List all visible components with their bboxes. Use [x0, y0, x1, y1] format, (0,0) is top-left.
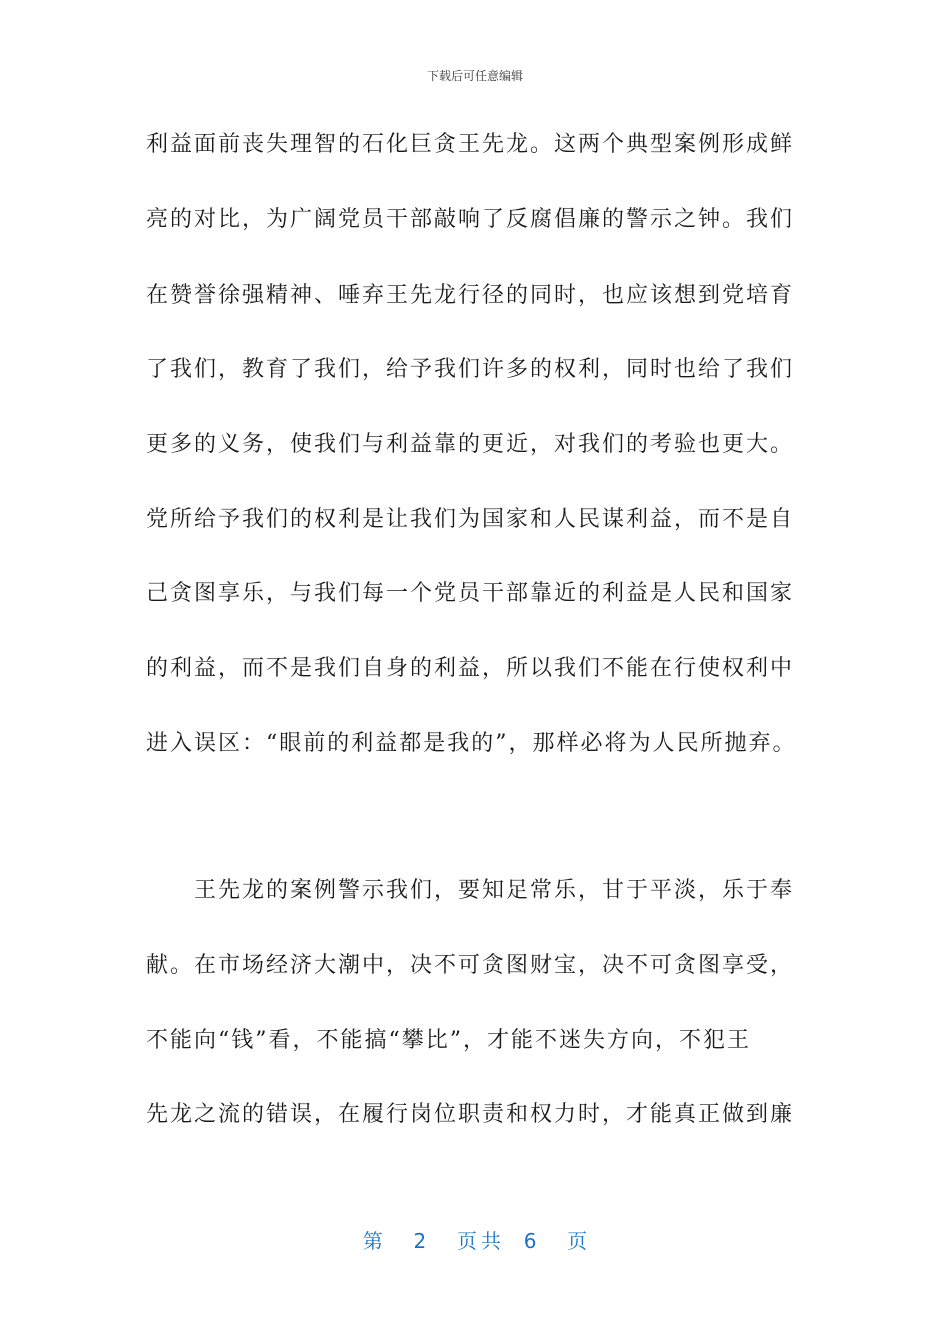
body-text-line: 在赞誉徐强精神、唾弃王先龙行径的同时，也应该想到党培育 [146, 283, 795, 308]
total-pages-number: 6 [523, 1229, 537, 1253]
footer-suffix: 页 [567, 1229, 588, 1253]
body-text-line: 不能向“钱”看，不能搞“攀比”，才能不迷失方向，不犯王 [146, 1028, 751, 1053]
body-text-line: 的利益，而不是我们自身的利益，所以我们不能在行使权利中 [146, 656, 795, 681]
body-text-line: 党所给予我们的权利是让我们为国家和人民谋利益，而不是自 [146, 507, 795, 532]
page-header-note: 下载后可任意编辑 [426, 69, 523, 83]
footer-middle: 页共 [457, 1229, 505, 1253]
body-text-line: 己贪图享乐，与我们每一个党员干部靠近的利益是人民和国家 [146, 581, 795, 606]
body-text-line: 亮的对比，为广阔党员干部敲响了反腐倡廉的警示之钟。我们 [146, 207, 795, 232]
body-text-line: 利益面前丧失理智的石化巨贪王先龙。这两个典型案例形成鲜 [146, 132, 795, 157]
body-text-line: 更多的义务，使我们与利益靠的更近，对我们的考验也更大。 [146, 432, 795, 457]
current-page-number: 2 [413, 1229, 427, 1253]
body-text-line: 进入误区：“眼前的利益都是我的”，那样必将为人民所抛弃。 [146, 731, 797, 756]
footer-prefix: 第 [362, 1229, 383, 1253]
body-text-line: 王先龙的案例警示我们，要知足常乐，甘于平淡，乐于奉 [146, 878, 795, 903]
body-text-line: 献。在市场经济大潮中，决不可贪图财宝，决不可贪图享受， [146, 953, 795, 978]
page-footer [0, 1225, 950, 1254]
body-text-line: 了我们，教育了我们，给予我们许多的权利，同时也给了我们 [146, 357, 795, 382]
body-text-line: 先龙之流的错误，在履行岗位职责和权力时，才能真正做到廉 [146, 1102, 795, 1127]
